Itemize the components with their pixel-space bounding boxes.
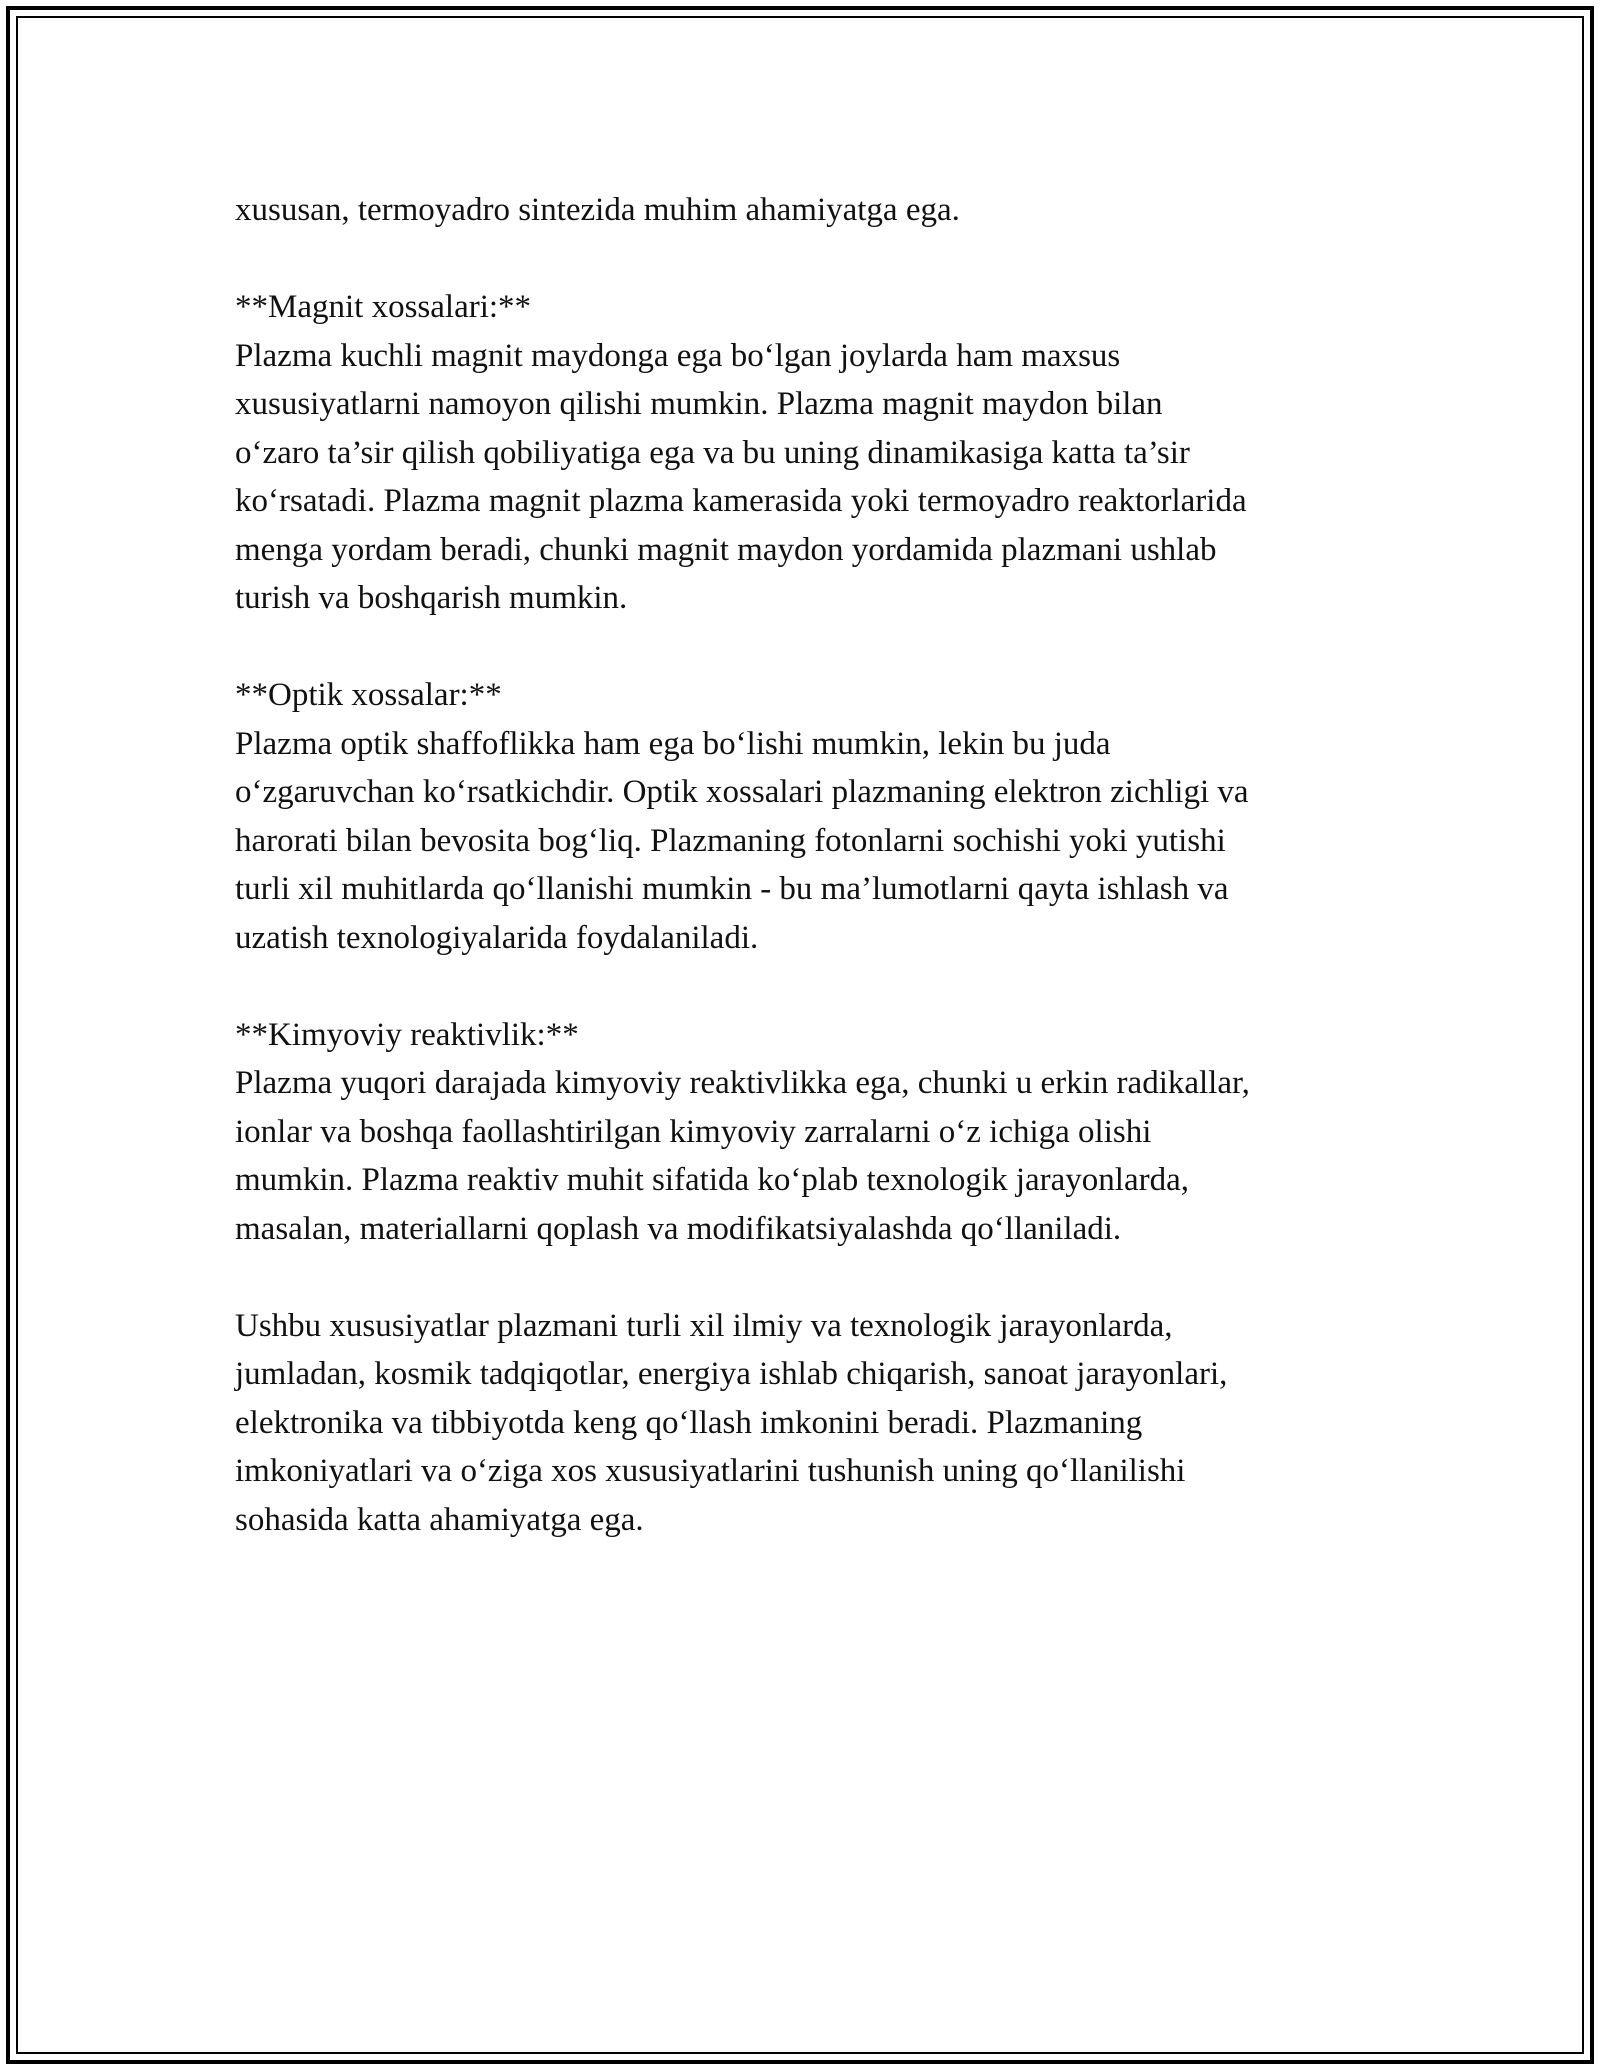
section-heading: **Kimyoviy reaktivlik:**	[235, 1016, 579, 1053]
section-paragraph: Plazma yuqori darajada kimyoviy reaktivlikka ega, chunki u erkin radikallar, ionlar va boshqa faollashtirilgan kimyoviy zarralarni o‘z ichiga olishi mumkin. Plazma reaktiv muhit sifatida ko‘plab texnologik jarayonlarda, masalan, materiallarni qoplash va modifikatsiyalashda qo‘llaniladi.	[235, 1065, 1250, 1247]
intro-paragraph: xususan, termoyadro sintezida muhim ahamiyatga ega.	[235, 192, 960, 228]
section-heading: **Optik xossalar:**	[235, 677, 502, 713]
section-paragraph: Plazma optik shaffoflikka ham ega bo‘lishi mumkin, lekin bu juda o‘zgaruvchan ko‘rsatkichdir. Optik xossalari plazmaning elektron zichligi va harorati bilan bevosita bog‘liq. Plazmaning fotonlarni sochishi yoki yutishi turli xil muhitlarda qo‘llanishi mumkin - bu ma’lumotlarni qayta ishlash va uzatish texnologiyalarida foydalaniladi.	[235, 725, 1249, 956]
section-paragraph: Plazma kuchli magnit maydonga ega bo‘lgan joylarda ham maxsus xususiyatlarni namoyon qilishi mumkin. Plazma magnit maydon bilan o‘zaro ta’sir qilish qobiliyatiga ega va bu uning dinamikasiga katta ta’sir ko‘rsatadi. Plazma magnit plazma kamerasida yoki termoyadro reaktorlarida menga yordam beradi, chunki magnit maydon yordamida plazmani ushlab turish va boshqarish mumkin.	[235, 337, 1247, 616]
document-body	[235, 186, 1415, 1593]
section-optical	[235, 671, 1415, 962]
conclusion-paragraph: Ushbu xususiyatlar plazmani turli xil ilmiy va texnologik jarayonlarda, jumladan, kosmik tadqiqotlar, energiya ishlab chiqarish, sanoat jarayonlari, elektronika va tibbiyotda keng qo‘llash imkonini beradi. Plazmaning imkoniyatlari va o‘ziga xos xususiyatlarini tushunish uning qo‘llanilishi sohasida katta ahamiyatga ega.	[235, 1307, 1228, 1538]
section-magnetic	[235, 283, 1415, 623]
section-heading: **Magnit xossalari:**	[235, 289, 532, 325]
section-chemical	[235, 1011, 1415, 1254]
